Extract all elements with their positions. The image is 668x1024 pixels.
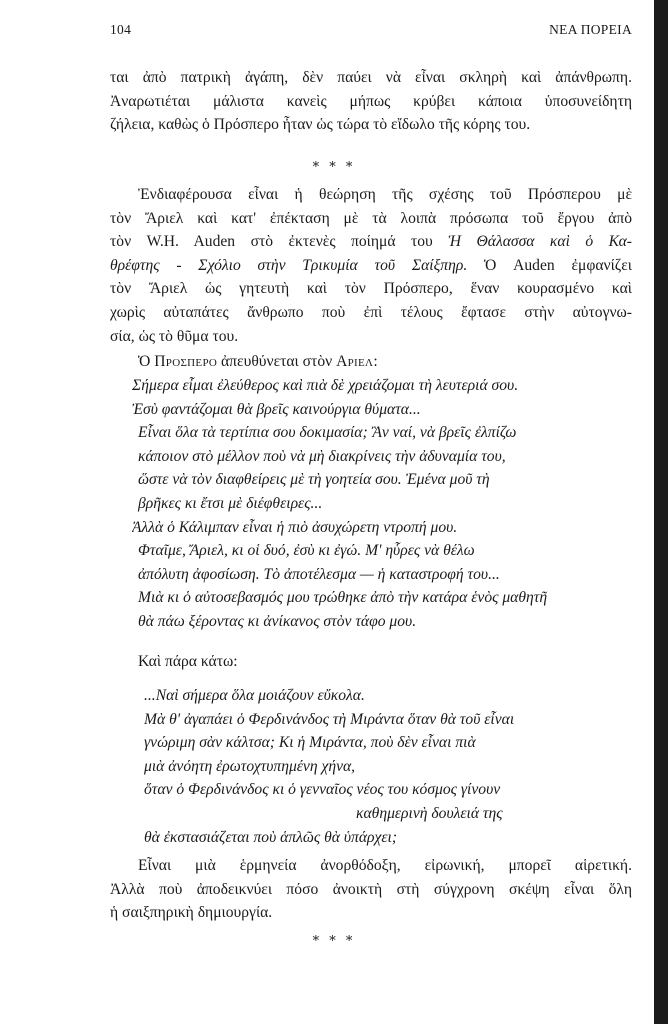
text-run: ἀπευθύνεται στὸν: [221, 353, 333, 370]
verse-line: βρῆκες κι ἔτσι μὲ διέφθειρες...: [138, 494, 323, 512]
verse-line: Εἶναι ὅλα τὰ τερτίπια σου δοκιμασία; Ἂν ναί, νὰ βρεῖς ἐλπίζω: [138, 424, 517, 442]
text-run: τὸν W.H. Auden στὸ ἐκτενὲς ποίημά του: [110, 233, 433, 251]
verse-line: ὅταν ὁ Φερδινάνδος κι ὁ γενναῖος νέος του κόσμος γίνουν: [144, 781, 501, 799]
text-line: τὸν Ἄριελ καὶ κατ' ἐπέκταση μὲ τὰ λοιπὰ πρόσωπα τοῦ ἔργου ἀπὸ: [110, 209, 632, 227]
verse-line: Σήμερα εἶμαι ἐλεύθερος καὶ πιὰ δὲ χρειάζομαι τὴ λευτεριά σου.: [132, 377, 519, 394]
text-line: χωρὶς αὐταπάτες ἄνθρωπο ποὺ ἐπὶ τέλους ἔφτασε στὴν αὐτογνω-: [110, 303, 632, 321]
text-line: Ἀλλὰ ποὺ ἀποδεικνύει πόσο ἀνοικτὴ στὴ σύγχρονη σκέψη εἶναι ὅλη: [110, 880, 632, 898]
verse-line: Ἀλλὰ ὁ Κάλιμπαν εἶναι ἡ πιὸ ἀσυχώρετη ντροπή μου.: [132, 518, 458, 536]
text-run: Ὁ Auden ἐμφανίζει: [484, 256, 632, 274]
text-line: Ἀναρωτιέται μάλιστα κανεὶς μήπως κρύβει κάποια ὑποσυνείδητη: [110, 92, 632, 110]
verse-line: ὥστε νὰ τὸν διαφθείρεις μὲ τὴ γοητεία σου. Ἐμένα μοῦ τὴ: [138, 471, 490, 489]
transition-text: [138, 650, 632, 674]
text-line: [110, 254, 632, 278]
text-line: [138, 350, 632, 374]
text-line: Εἶναι μιὰ ἑρμηνεία ἀνορθόδοξη, εἰρωνική, μπορεῖ αἱρετική.: [138, 857, 632, 874]
quote-intro: [138, 350, 632, 374]
text-line: [110, 230, 632, 254]
text-line: ζήλεια, καθὼς ὁ Πρόσπερο ἦταν ὡς τώρα τὸ εἴδωλο τῆς κόρης του.: [110, 116, 531, 134]
text-line: ται ἀπὸ πατρικὴ ἀγάπη, δὲν παύει νὰ εἶναι σκληρὴ καὶ ἀπάνθρωπη.: [110, 69, 632, 86]
section-separator: * * *: [312, 160, 356, 175]
verse-line: Μιὰ κι ὁ αὐτοσεβασμός μου τρώθηκε ἀπὸ τὴν κατάρα ἑνὸς μαθητῆ: [138, 589, 548, 607]
speaker-name: Προσπερο: [154, 353, 218, 370]
addressee-name: Αριελ: [336, 353, 374, 370]
paragraph-1: [110, 66, 632, 137]
verse-line: γνώριμη σὰν κάλτσα; Κι ἡ Μιράντα, ποὺ δὲν εἶναι πιὰ: [144, 734, 476, 752]
verse-line: Ἐσὺ φαντάζομαι θὰ βρεῖς καινούργια θύματα...: [132, 400, 421, 418]
text-run: Ὁ: [138, 353, 151, 370]
verse-line: ἀπόλυτη ἀφοσίωση. Τὸ ἀποτέλεσμα — ἡ καταστροφή του...: [138, 565, 500, 583]
verse-line: θὰ πάω ξέροντας κι ἀνίκανος στὸν τάφο μου.: [138, 612, 417, 630]
quote-1-verse: [132, 374, 632, 634]
quote-2-verse: [144, 684, 632, 849]
verse-line: ...Ναὶ σήμερα ὅλα μοιάζουν εὔκολα.: [144, 687, 365, 704]
text-run: :: [373, 353, 378, 370]
page-number: 104: [110, 22, 132, 37]
text-line: σία, ὡς τὸ θῦμα του.: [110, 327, 239, 345]
verse-line: Φταῖμε, Ἄριελ, κι οἱ δυό, ἐσὺ κι ἐγώ. Μ' ηὗρες νὰ θέλω: [138, 542, 475, 560]
verse-line: Μὰ θ' ἀγαπάει ὁ Φερδινάνδος τὴ Μιράντα ὅταν θὰ τοῦ εἶναι: [144, 710, 515, 728]
section-separator-end: * * *: [312, 934, 356, 949]
text-line: τὸν Ἄριελ ὡς γητευτὴ καὶ τὸν Πρόσπερο, ἕναν κουρασμένο καὶ: [110, 280, 632, 298]
verse-line: μιὰ ἀνόητη ἐρωτοχτυπημένη χήνα,: [144, 757, 356, 775]
work-title: θρέφτης - Σχόλιο στὴν Τρικυμία τοῦ Σαίξπηρ.: [110, 256, 468, 274]
verse-line: θὰ ἐκστασιάζεται ποὺ ἁπλῶς θὰ ὑπάρχει;: [144, 828, 398, 846]
work-title: Ἡ Θάλασσα καὶ ὁ Κα-: [448, 233, 632, 251]
verse-line: καθημερινὴ δουλειά της: [356, 804, 503, 822]
text-line: Καὶ πάρα κάτω:: [138, 653, 238, 670]
running-title: ΝΕΑ ΠΟΡΕΙΑ: [549, 22, 632, 37]
paragraph-3: [110, 854, 632, 925]
text-line: ἡ σαιξπηρικὴ δημιουργία.: [110, 904, 273, 922]
page-edge-shadow: [654, 0, 668, 1024]
text-line: Ἐνδιαφέρουσα εἶναι ἡ θεώρηση τῆς σχέσης τοῦ Πρόσπερου μὲ: [138, 186, 632, 203]
paragraph-2: [110, 183, 632, 348]
verse-line: κάποιον στὸ μέλλον ποὺ νὰ μὴ διακρίνεις τὴν ἀδυναμία του,: [138, 447, 506, 465]
